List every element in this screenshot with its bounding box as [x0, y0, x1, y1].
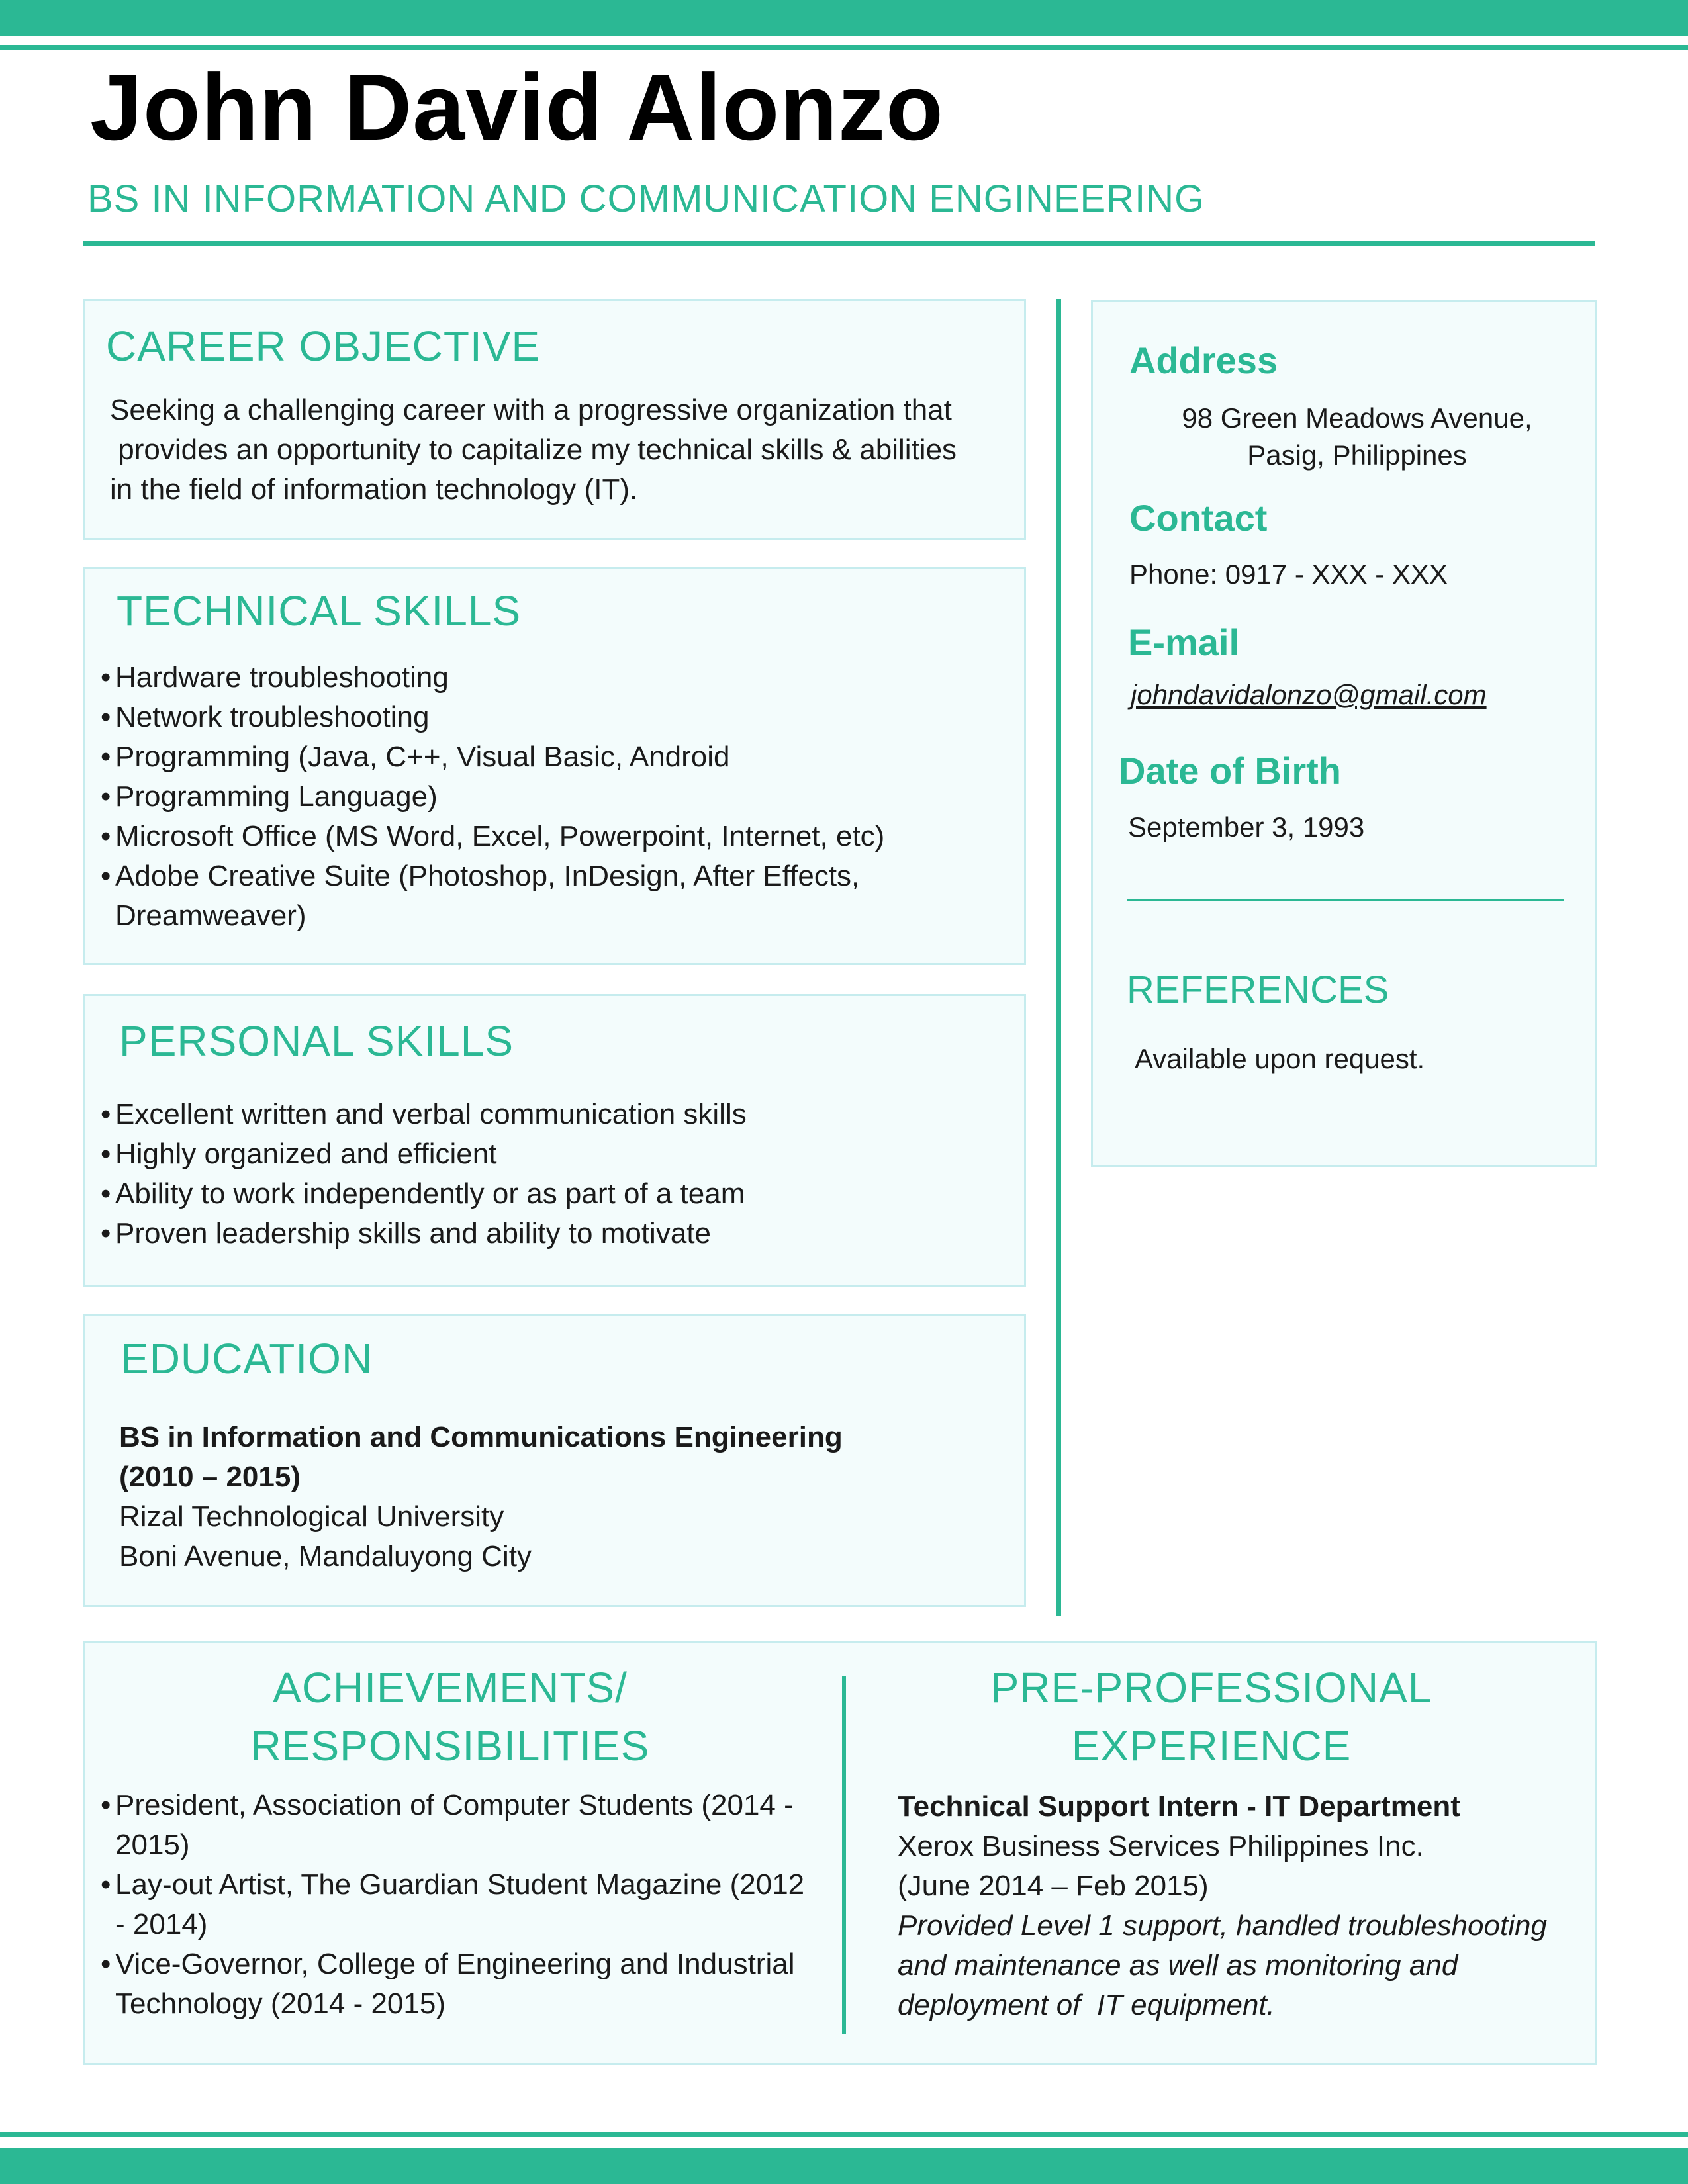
experience-heading-line: PRE-PROFESSIONAL — [990, 1664, 1432, 1711]
email-label: E-mail — [1128, 621, 1240, 663]
references-text: Available upon request. — [1135, 1043, 1425, 1074]
experience-details — [898, 1787, 1586, 2025]
experience-company: Xerox Business Services Philippines Inc. — [898, 1830, 1424, 1862]
experience-dates: (June 2014 – Feb 2015) — [898, 1870, 1209, 1902]
dob-label: Date of Birth — [1119, 750, 1341, 792]
list-item: • Proven leadership skills and ability to motivate — [101, 1214, 1014, 1253]
top-accent-bar — [0, 0, 1688, 36]
resume-degree: BS IN INFORMATION AND COMMUNICATION ENGINEERING — [87, 177, 1205, 220]
list-item: • Excellent written and verbal communication skills — [101, 1095, 1014, 1134]
address-line: 98 Green Meadows Avenue, — [1182, 402, 1532, 433]
technical-skills-list — [101, 658, 928, 936]
achievements-heading-line: ACHIEVEMENTS/ — [273, 1664, 628, 1711]
education-address: Boni Avenue, Mandaluyong City — [119, 1540, 532, 1572]
list-item: • Microsoft Office (MS Word, Excel, Powerpoint, Internet, etc) — [101, 817, 928, 856]
achievements-heading-line: RESPONSIBILITIES — [250, 1722, 650, 1770]
list-item: • Programming Language) — [101, 777, 928, 817]
achievements-list — [101, 1786, 822, 2024]
list-item: • Vice-Governor, College of Engineering and Industrial Technology (2014 - 2015) — [101, 1944, 822, 2024]
dob-text: September 3, 1993 — [1128, 811, 1365, 842]
career-objective-line: provides an opportunity to capitalize my technical skills & abilities — [110, 433, 957, 466]
bottom-column-divider — [842, 1676, 846, 2034]
list-item: • Programming (Java, C++, Visual Basic, Android — [101, 737, 928, 777]
experience-heading — [880, 1659, 1542, 1775]
career-objective-heading: CAREER OBJECTIVE — [106, 322, 541, 370]
header-divider — [83, 241, 1595, 246]
career-objective-line: in the field of information technology (IT). — [110, 473, 638, 506]
resume-name: John David Alonzo — [90, 55, 944, 160]
list-item: • Adobe Creative Suite (Photoshop, InDesign, After Effects, Dreamweaver) — [101, 856, 928, 936]
top-accent-line — [0, 45, 1688, 50]
list-item: • Network troubleshooting — [101, 698, 928, 737]
experience-description: Provided Level 1 support, handled troubleshooting and maintenance as well as monitoring and deployment of IT equipment. — [898, 1909, 1556, 2021]
personal-skills-list — [101, 1095, 1014, 1253]
email-text[interactable]: johndavidalonzo@gmail.com — [1131, 679, 1487, 710]
references-label: REFERENCES — [1127, 968, 1389, 1011]
experience-title: Technical Support Intern - IT Department — [898, 1790, 1460, 1823]
education-school: Rizal Technological University — [119, 1500, 504, 1533]
career-objective-text — [110, 390, 1017, 510]
bottom-accent-line — [0, 2132, 1688, 2137]
list-item: • President, Association of Computer Students (2014 - 2015) — [101, 1786, 822, 1865]
list-item: • Hardware troubleshooting — [101, 658, 928, 698]
career-objective-line: Seeking a challenging career with a progressive organization that — [110, 394, 952, 426]
achievements-heading — [119, 1659, 781, 1775]
education-degree: BS in Information and Communications Engineering — [119, 1421, 843, 1453]
list-item: • Ability to work independently or as part of a team — [101, 1174, 1014, 1214]
bottom-accent-bar — [0, 2148, 1688, 2184]
list-item: • Lay-out Artist, The Guardian Student Magazine (2012 - 2014) — [101, 1865, 822, 1944]
contact-label: Contact — [1129, 497, 1268, 539]
sidebar-divider — [1127, 899, 1564, 901]
phone-text: Phone: 0917 - XXX - XXX — [1129, 559, 1448, 590]
address-label: Address — [1129, 340, 1278, 381]
list-item: • Highly organized and efficient — [101, 1134, 1014, 1174]
education-details — [119, 1418, 1006, 1576]
technical-skills-heading: TECHNICAL SKILLS — [117, 587, 522, 635]
address-line: Pasig, Philippines — [1247, 439, 1467, 471]
education-heading: EDUCATION — [120, 1335, 373, 1383]
personal-skills-heading: PERSONAL SKILLS — [119, 1017, 514, 1065]
education-years: (2010 – 2015) — [119, 1461, 301, 1493]
experience-heading-line: EXPERIENCE — [1071, 1722, 1352, 1770]
column-divider — [1056, 299, 1061, 1616]
email-link[interactable] — [1131, 676, 1587, 713]
